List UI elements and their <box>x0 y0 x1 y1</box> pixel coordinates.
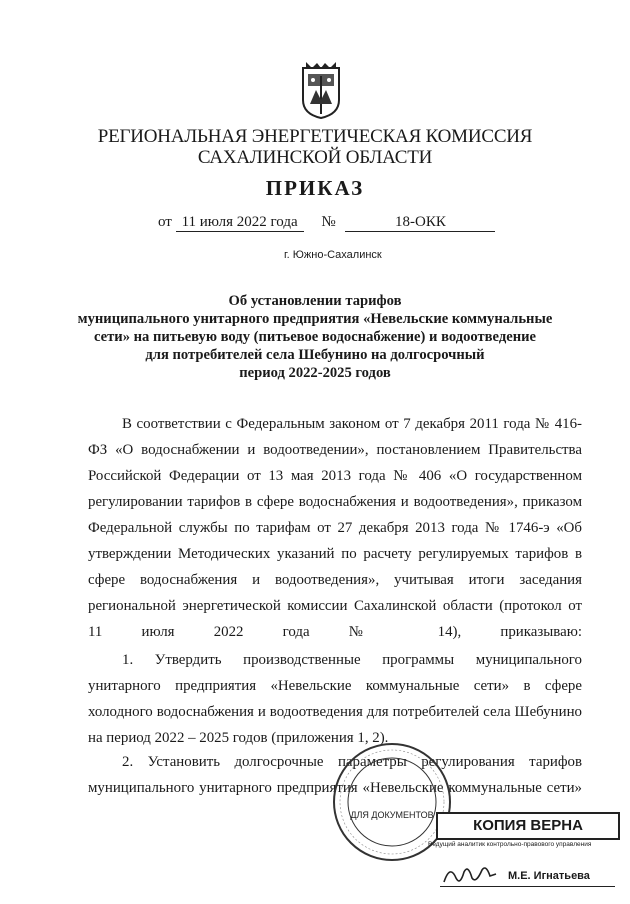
subject-line4: для потребителей села Шебунино на долгосрочный <box>145 347 485 363</box>
city-name: г. Южно-Сахалинск <box>284 249 382 261</box>
body-paragraph-item-2: 2. Установить долгосрочные параметры регулирования тарифов муниципального унитарного предприятия «Невельские коммунальные сети» <box>88 754 582 796</box>
document-type-title: ПРИКАЗ <box>265 176 365 200</box>
certified-copy-signer: М.Е. Игнатьева <box>508 870 590 882</box>
organization-name-line2: САХАЛИНСКОЙ ОБЛАСТИ <box>197 147 433 168</box>
body-paragraph-item-1: 1. Утвердить производственные программы муниципального унитарного предприятия «Невельские коммунальные сети» в сфере холодного водоснабжения и водоотведения для потребителей села Шебунино на период 2022 – 2025 годов (приложения 1, 2). <box>88 652 582 746</box>
order-date: 11 июля 2022 года <box>176 213 304 232</box>
certified-copy-title: КОПИЯ ВЕРНА <box>436 812 620 840</box>
seal-center-text: ДЛЯ ДОКУМЕНТОВ <box>350 810 434 820</box>
order-number: 18-ОКК <box>345 213 495 232</box>
number-sign: № <box>321 214 336 230</box>
date-prefix: от <box>158 214 172 230</box>
organization-name-line1: РЕГИОНАЛЬНАЯ ЭНЕРГЕТИЧЕСКАЯ КОМИССИЯ <box>97 126 533 147</box>
certified-copy-stamp <box>428 808 628 903</box>
subject-line3: сети» на питьевую воду (питьевое водоснабжение) и водоотведение <box>93 329 536 345</box>
certified-copy-position: Ведущий аналитик контрольно-правового управления <box>428 841 592 848</box>
coat-of-arms-icon <box>300 60 342 120</box>
signature-underline <box>440 886 615 887</box>
body-paragraph-preamble: В соответствии с Федеральным законом от 7 декабря 2011 года № 416-ФЗ «О водоснабжении и водоотведении», постановлением Правительства Российской Федерации от 13 мая 2013 года № 406 «О государственном регулировании тарифов в сфере водоснабжения и водоотведения», приказом Федеральной службы по тарифам от 27 декабря 2013 года № 1746-э «Об утверждении Методических указаний по расчету регулируемых тарифов в сфере водоснабжения и водоотведения», учитывая итоги заседания региональной энергетической комиссии Сахалинской области (протокол от 11 июля 2022 года № 14), приказываю: <box>88 416 582 640</box>
handwritten-signature <box>440 860 500 888</box>
subject-line5: период 2022-2025 годов <box>239 365 391 381</box>
subject-line2: муниципального унитарного предприятия «Невельские коммунальные <box>77 311 553 327</box>
subject-line1: Об установлении тарифов <box>228 293 402 309</box>
order-date-number-row <box>158 213 498 232</box>
